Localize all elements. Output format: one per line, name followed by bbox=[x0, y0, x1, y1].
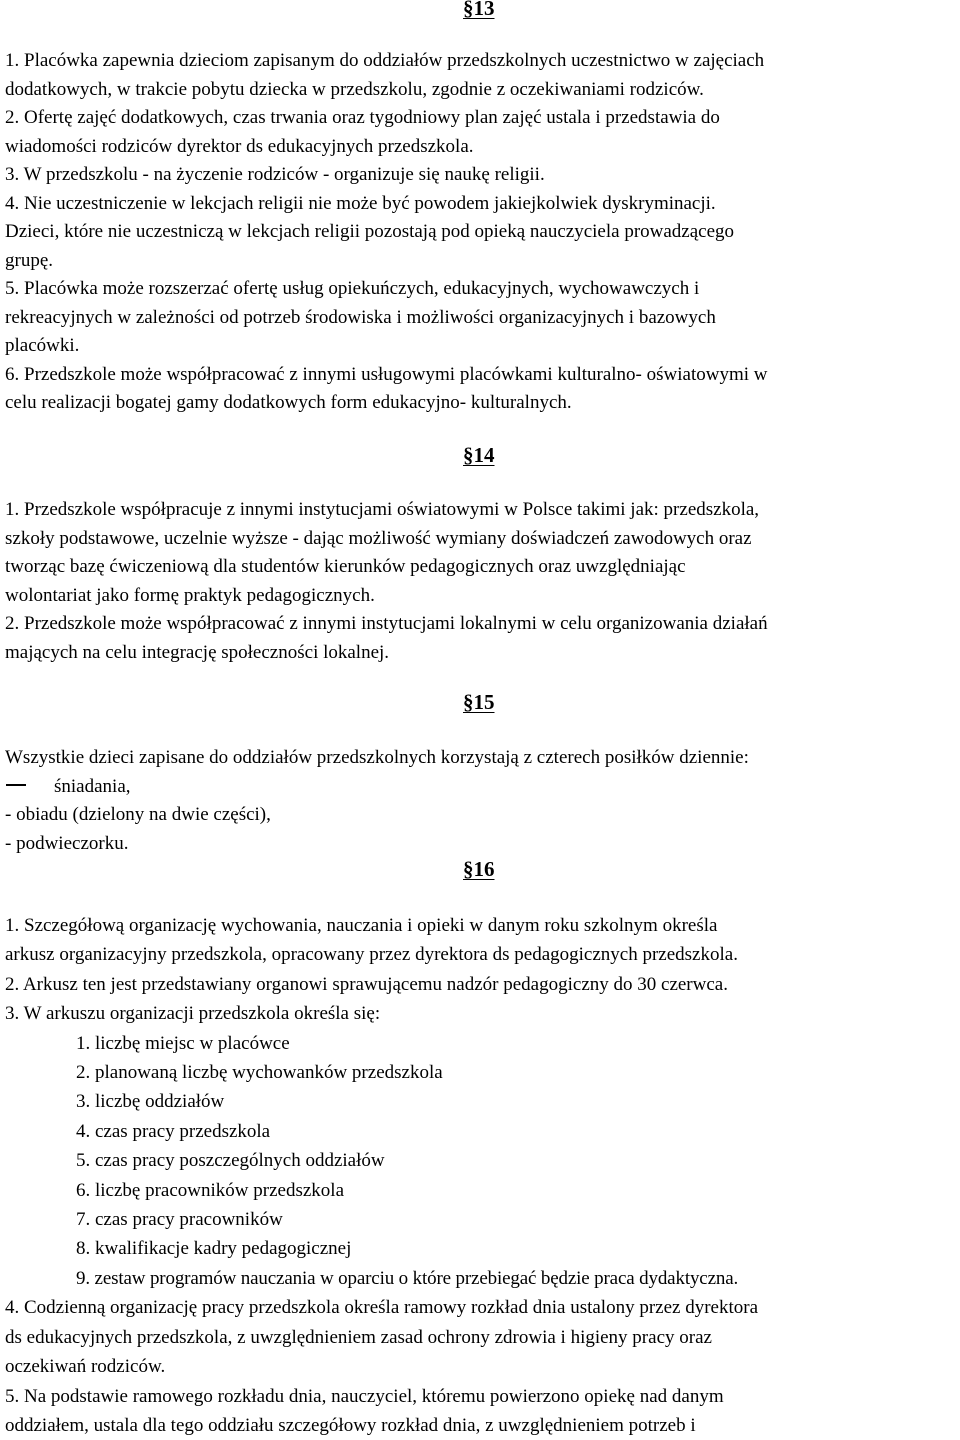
list-item: 6. liczbę pracowników przedszkola bbox=[76, 1179, 345, 1201]
paragraph: 1. Szczegółową organizację wychowania, nauczania i opieki w danym roku szkolnym określa bbox=[5, 915, 718, 936]
list-item: 3. liczbę oddziałów bbox=[76, 1091, 225, 1113]
paragraph: rekreacyjnych w zależności od potrzeb środowiska i możliwości organizacyjnych i bazowych bbox=[5, 306, 716, 328]
paragraph: 6. Przedszkole może współpracować z innymi usługowymi placówkami kulturalno- oświatowymi w bbox=[5, 363, 768, 385]
paragraph: dodatkowych, w trakcie pobytu dziecka w przedszkolu, zgodnie z oczekiwaniami rodziców. bbox=[5, 78, 704, 100]
section-15-body bbox=[5, 744, 960, 858]
dash-bullet-icon bbox=[6, 784, 26, 786]
section-15-heading: §15 bbox=[463, 690, 495, 714]
paragraph: 1. Placówka zapewnia dzieciom zapisanym do oddziałów przedszkolnych uczestnictwo w zajęciach bbox=[5, 50, 765, 71]
section-13-heading: §13 bbox=[463, 0, 495, 20]
paragraph: 5. Placówka może rozszerzać ofertę usług opiekuńczych, edukacyjnych, wychowawczych i bbox=[5, 278, 700, 299]
list-item-label: śniadania, bbox=[54, 775, 131, 797]
paragraph: 3. W arkuszu organizacji przedszkola określa się: bbox=[5, 1003, 381, 1025]
list-item: 2. planowaną liczbę wychowanków przedszkola bbox=[76, 1062, 443, 1084]
list-item: 4. czas pracy przedszkola bbox=[76, 1120, 271, 1142]
list-item: 8. kwalifikacje kadry pedagogicznej bbox=[76, 1238, 352, 1260]
paragraph: Dzieci, które nie uczestniczą w lekcjach religii pozostają pod opieką nauczyciela prowadzącego bbox=[5, 221, 735, 242]
paragraph: arkusz organizacyjny przedszkola, opracowany przez dyrektora ds pedagogicznych przedszkola. bbox=[5, 944, 738, 966]
section-13-body bbox=[5, 47, 960, 418]
paragraph: tworząc bazę ćwiczeniową dla studentów kierunków pedagogicznych oraz uwzględniając bbox=[5, 556, 686, 577]
list-item: - obiadu (dzielony na dwie części), bbox=[5, 804, 271, 825]
paragraph: 4. Codzienną organizację pracy przedszkola określa ramowy rozkład dnia ustalony przez dyrektora bbox=[5, 1297, 759, 1319]
paragraph: grupę. bbox=[5, 249, 54, 271]
paragraph: ds edukacyjnych przedszkola, z uwzględnieniem zasad ochrony zdrowia i higieny pracy oraz bbox=[5, 1326, 712, 1348]
list-item: 7. czas pracy pracowników bbox=[76, 1209, 283, 1231]
list-item: - podwieczorku. bbox=[5, 832, 129, 854]
paragraph: 2. Ofertę zajęć dodatkowych, czas trwania oraz tygodniowy plan zajęć ustala i przedstawia do bbox=[5, 107, 720, 128]
section-14-body bbox=[5, 496, 960, 667]
paragraph: oczekiwań rodziców. bbox=[5, 1356, 166, 1378]
list-item: 1. liczbę miejsc w placówce bbox=[76, 1032, 290, 1054]
paragraph: oddziałem, ustala dla tego oddziału szczegółowy rozkład dnia, z uwzględnieniem potrzeb i bbox=[5, 1414, 696, 1436]
list-item bbox=[5, 773, 960, 802]
paragraph: 3. W przedszkolu - na życzenie rodziców - organizuje się naukę religii. bbox=[5, 164, 545, 185]
paragraph: Wszystkie dzieci zapisane do oddziałów przedszkolnych korzystają z czterech posiłków dziennie: bbox=[5, 747, 749, 768]
paragraph: placówki. bbox=[5, 335, 80, 356]
section-16-heading: §16 bbox=[463, 857, 495, 881]
paragraph: 2. Arkusz ten jest przedstawiany organowi sprawującemu nadzór pedagogiczny do 30 czerwca. bbox=[5, 973, 728, 995]
section-16-body bbox=[5, 911, 960, 1440]
paragraph: mających na celu integrację społeczności lokalnej. bbox=[5, 641, 390, 663]
paragraph: szkoły podstawowe, uczelnie wyższe - dając możliwość wymiany doświadczeń zawodowych oraz bbox=[5, 527, 752, 549]
paragraph: wiadomości rodziców dyrektor ds edukacyjnych przedszkola. bbox=[5, 135, 474, 157]
section-14-heading: §14 bbox=[463, 443, 495, 467]
paragraph: celu realizacji bogatej gamy dodatkowych form edukacyjno- kulturalnych. bbox=[5, 392, 572, 413]
paragraph: 4. Nie uczestniczenie w lekcjach religii nie może być powodem jakiejkolwiek dyskryminacji. bbox=[5, 192, 716, 214]
list-item: 5. czas pracy poszczególnych oddziałów bbox=[76, 1150, 385, 1172]
paragraph: 1. Przedszkole współpracuje z innymi instytucjami oświatowymi w Polsce takimi jak: przedszkola, bbox=[5, 499, 760, 520]
paragraph: 5. Na podstawie ramowego rozkładu dnia, nauczyciel, któremu powierzono opiekę nad danym bbox=[5, 1385, 724, 1407]
list-item: 9. zestaw programów nauczania w oparciu o które przebiegać będzie praca dydaktyczna. bbox=[76, 1267, 739, 1289]
paragraph: 2. Przedszkole może współpracować z innymi instytucjami lokalnymi w celu organizowania działań bbox=[5, 613, 768, 634]
paragraph: wolontariat jako formę praktyk pedagogicznych. bbox=[5, 584, 375, 606]
